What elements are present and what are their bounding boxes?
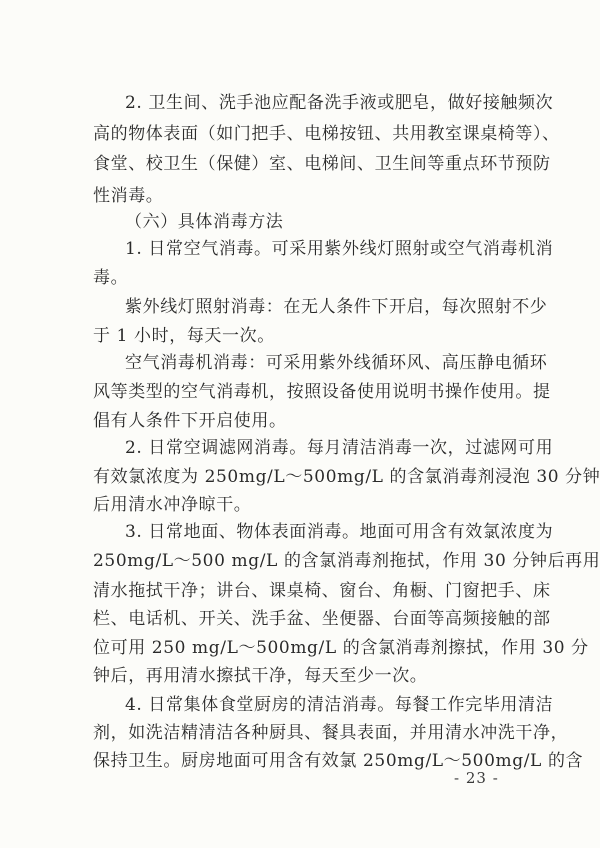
text-line: 4. 日常集体食堂厨房的清洁消毒。每餐工作完毕用清洁: [125, 695, 554, 715]
text-line: 性消毒。: [93, 186, 164, 206]
text-line: 倡有人条件下开启使用。: [93, 411, 287, 431]
text-line: 钟后，再用清水擦拭干净，每天至少一次。: [93, 666, 428, 686]
text-line: 2. 卫生间、洗手池应配备洗手液或肥皂，做好接触频次: [125, 93, 554, 113]
text-line: 位可用 250 mg/L～500mg/L 的含氯消毒剂擦拭，作用 30 分: [93, 638, 589, 658]
text-line: 3. 日常地面、物体表面消毒。地面可用含有效氯浓度为: [125, 522, 554, 542]
section-heading: （六）具体消毒方法: [125, 212, 284, 232]
text-line: 空气消毒机消毒：可采用紫外线循环风、高压静电循环: [125, 353, 548, 373]
text-line: 清水拖拭干净；讲台、课桌椅、窗台、角橱、门窗把手、床: [93, 581, 551, 601]
text-line: 毒。: [93, 268, 129, 288]
text-line: 紫外线灯照射消毒：在无人条件下开启，每次照射不少: [125, 297, 548, 317]
text-line: 后用清水冲净晾干。: [93, 495, 252, 515]
text-line: 风等类型的空气消毒机，按照设备使用说明书操作使用。提: [93, 382, 551, 402]
text-line: 保持卫生。厨房地面可用含有效氯 250mg/L～500mg/L 的含: [93, 751, 584, 771]
text-line: 高的物体表面（如门把手、电梯按钮、共用教室课桌椅等）、: [93, 124, 560, 144]
text-line: 剂，如洗洁精清洁各种厨具、餐具表面，并用清水冲洗干净，: [93, 723, 569, 743]
text-line: 2. 日常空调滤网消毒。每月清洁消毒一次，过滤网可用: [125, 438, 554, 458]
text-line: 有效氯浓度为 250mg/L～500mg/L 的含氯消毒剂浸泡 30 分钟: [93, 467, 600, 487]
text-line: 栏、电话机、开关、洗手盆、坐便器、台面等高频接触的部: [93, 609, 551, 629]
text-line: 250mg/L～500 mg/L 的含氯消毒剂拖拭，作用 30 分钟后再用: [93, 551, 600, 571]
page-number: - 23 -: [454, 769, 499, 787]
text-line: 于 1 小时，每天一次。: [93, 326, 275, 346]
text-line: 1. 日常空气消毒。可采用紫外线灯照射或空气消毒机消: [125, 239, 554, 259]
text-line: 食堂、校卫生（保健）室、电梯间、卫生间等重点环节预防: [93, 154, 551, 174]
